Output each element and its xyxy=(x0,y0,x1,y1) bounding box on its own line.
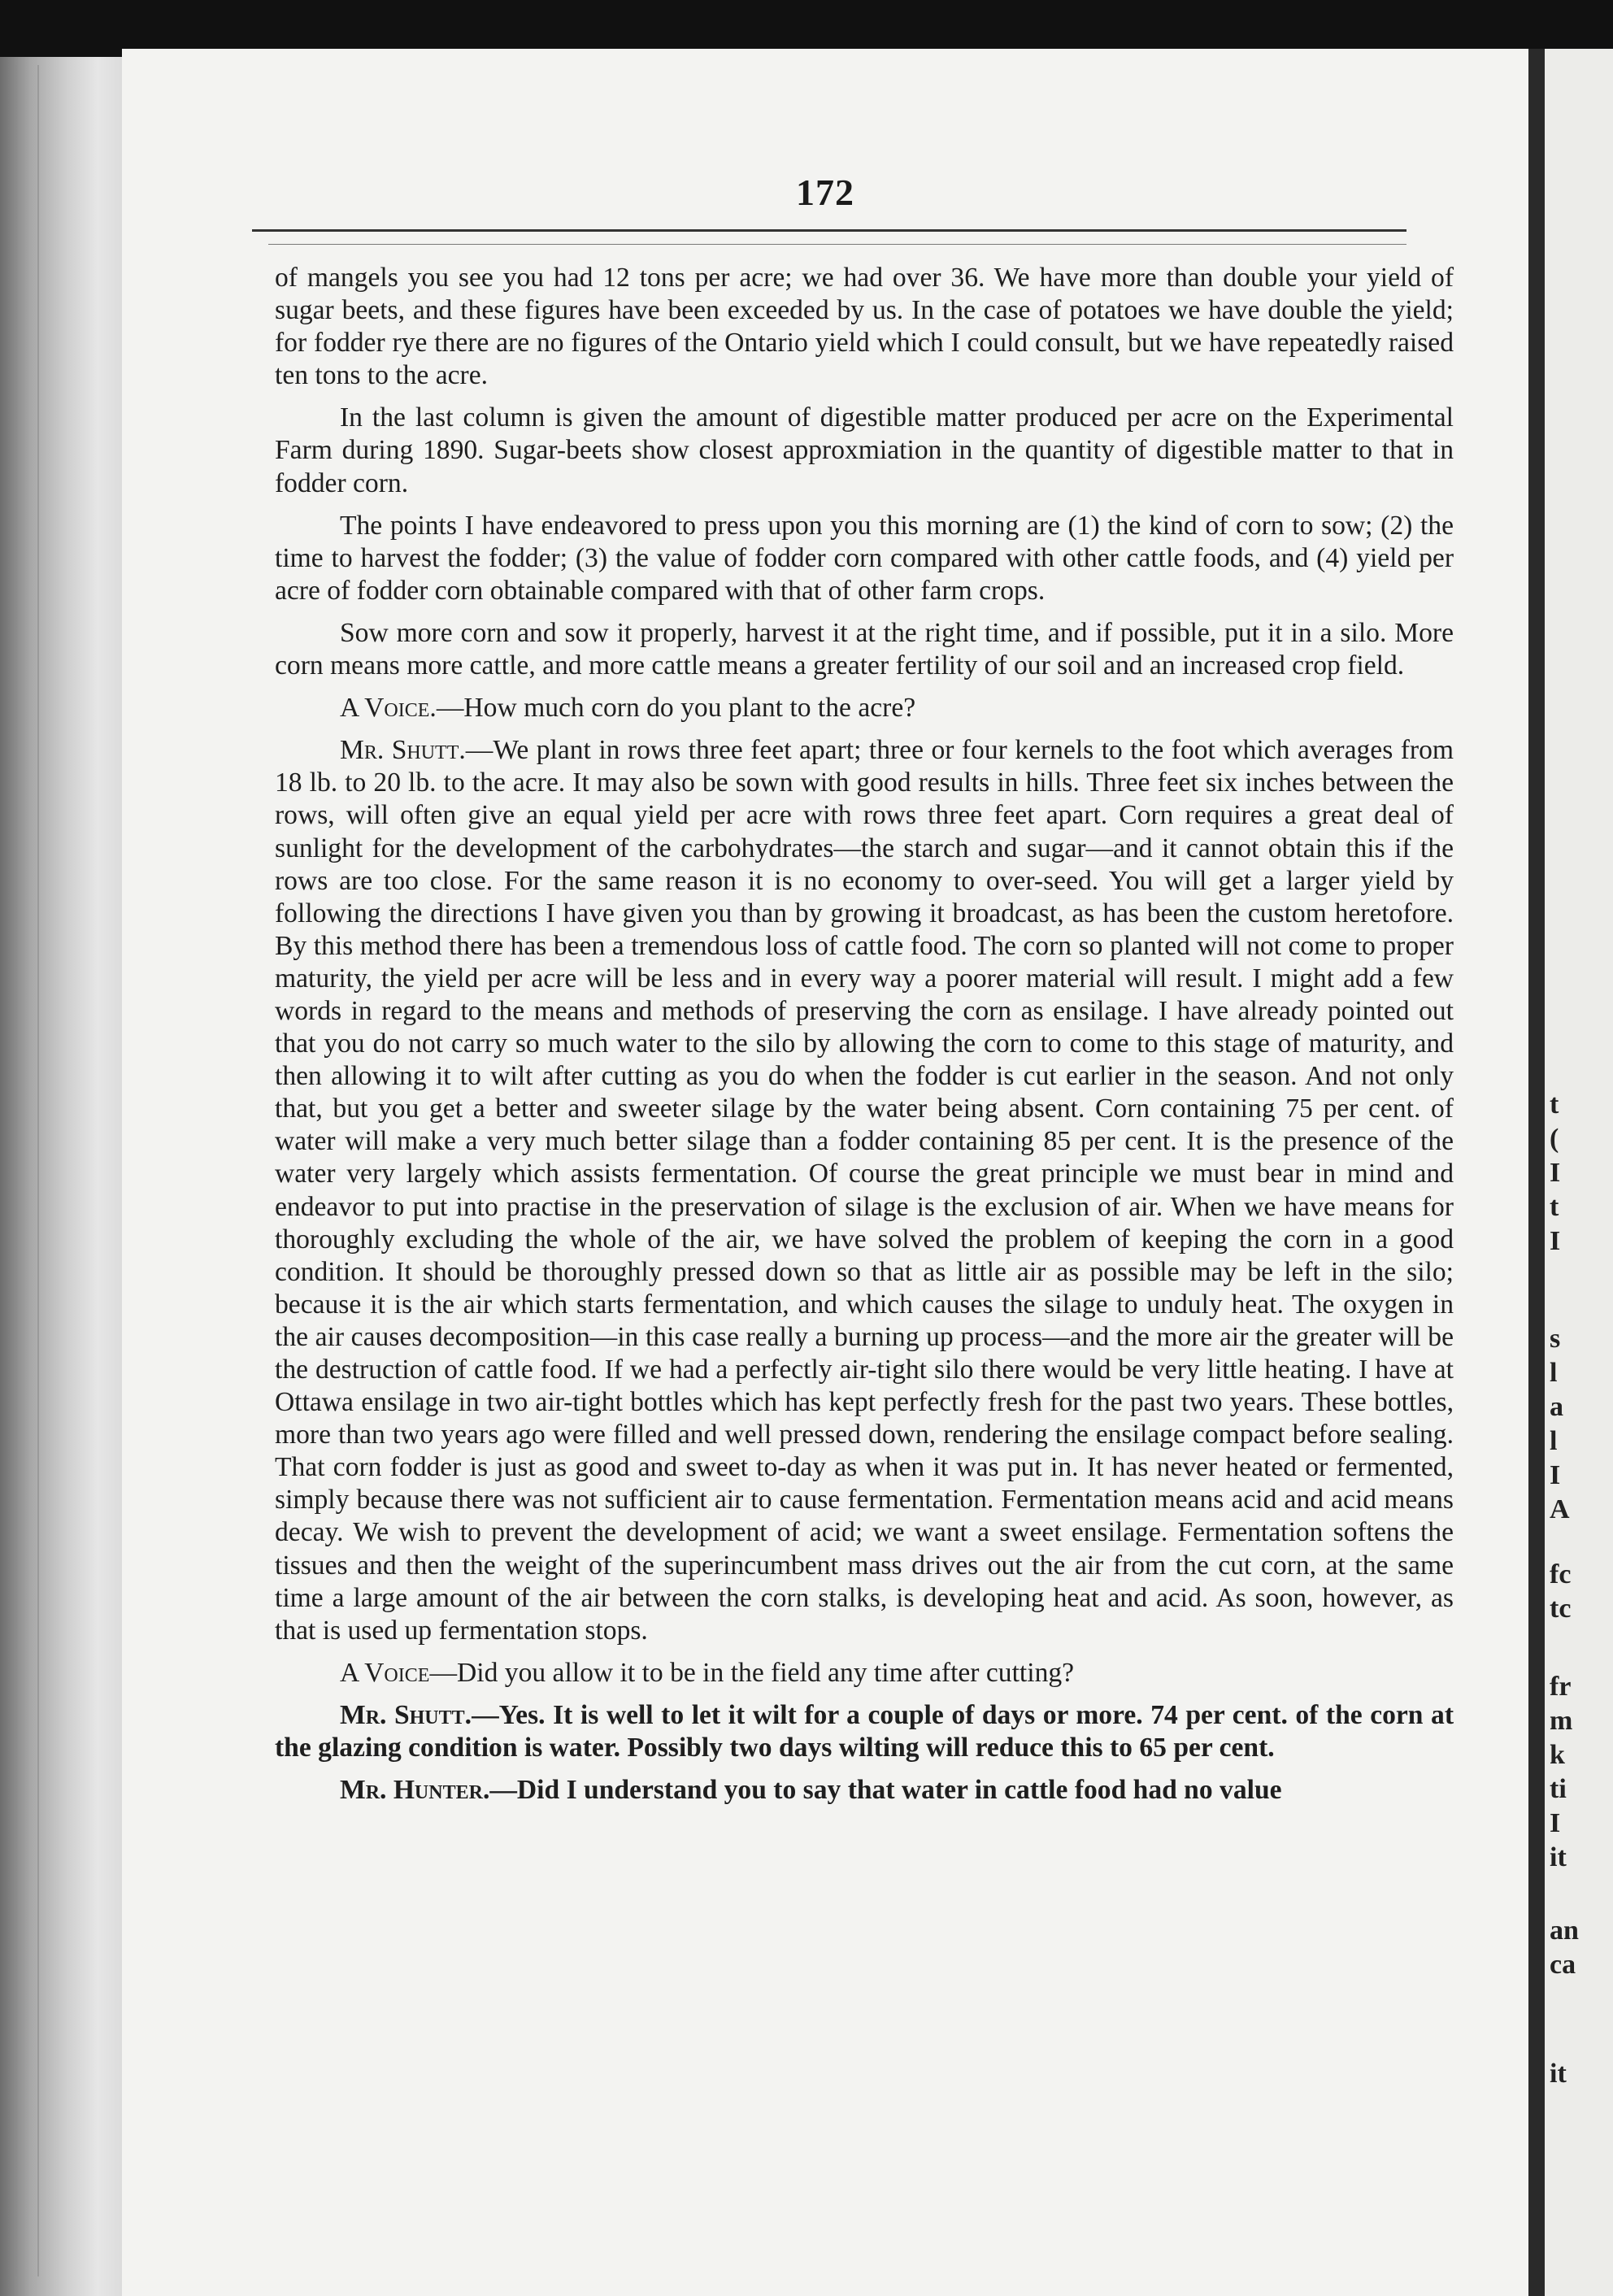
fragment: m xyxy=(1550,1706,1573,1736)
fragment: t xyxy=(1550,1192,1559,1222)
dialogue-text: —Did you allow it to be in the field any time after cutting? xyxy=(429,1657,1075,1688)
fragment: fr xyxy=(1550,1672,1572,1702)
page-number: 172 xyxy=(796,172,854,213)
speaker-name: Mr. Shutt. xyxy=(340,1699,472,1730)
speaker-name: Mr. Hunter. xyxy=(340,1775,490,1806)
paragraph: of mangels you see you had 12 tons per acre; we had over 36. We have more than double your yield of sugar beets, and these figures have been exceeded by us. In the case of potatoes we have double the yield; for fodder rye there are no figures of the Ontario yield which I could consult, but we have repeatedly raised ten tons to the acre. xyxy=(275,263,1454,391)
fragment: a xyxy=(1550,1392,1563,1422)
speaker-name: Mr. Shutt. xyxy=(340,735,466,766)
dialogue-paragraph xyxy=(275,1699,1454,1764)
dialogue-text: —How much corn do you plant to the acre? xyxy=(436,693,916,724)
dialogue-text: —We plant in rows three feet apart; three or four kernels to the foot which averages from 18 lb. to 20 lb. to the acre. It may also be sown with good results in hills. Three feet six inches between the rows, will often give an equal yield per acre with rows three feet apart. Corn requires a great deal of sunlight for the development of the carbohydrates—the starch and sugar—and it cannot obtain this if the rows are too close. For the same reason it is no economy to over-seed. You will get a larger yield by following the directions I have given you than by growing it broadcast, as has been the custom heretofore. By this method there has been a tremendous loss of cattle food. The corn so planted will not come to proper maturity, the yield per acre will be less and in every way a poorer material will result. I might add a few words in regard to the means and methods of preserving the corn as ensilage. I have already pointed out that you do not carry so much water to the silo by allowing the corn to come to this stage of maturity, and then allowing it to wilt after cutting as you do when the fodder is cut earlier in the season. And not only that, but you get a better and sweeter silage by the water being absent. Corn containing 75 per cent. of water will make a very much better silage than a fodder containing 85 per cent. It is the presence of the water very largely which assists fermentation. Of course the great principle we must bear in mind and endeavor to put into practise in the preservation of silage is the exclusion of air. When we have means for thoroughly excluding the whole of the air, we have solved the problem of keeping the corn in a good condition. It should be thoroughly pressed down so that as little air as possible may be left in the silo; because it is the air which starts fermentation, and which causes the silage to unduly heat. The oxygen in the air causes decomposition—in this case really a burning up process—and the more air the greater will be the destruction of cattle food. If we had a perfectly air-tight silo there would be very little heating. I have at Ottawa ensilage in two air-tight bottles which has kept perfectly fresh for the past two years. These bottles, more than two years ago were filled and well pressed down, rendering the ensilage compact before sealing. That corn fodder is just as good and sweet to-day as when it was put in. It has never heated or fermented, simply because there was not sufficient air to cause fermentation. Fermentation means acid and acid means decay. We wish to prevent the development of acid; we want a sweet ensilage. Fermentation softens the tissues and then the weight of the superincumbent mass drives out the air from the cut corn, at the same time a large amount of the air between the corn stalks, is developing heat and acid. As soon, however, as that is used up fermentation stops. xyxy=(275,735,1454,1646)
fragment: k xyxy=(1550,1740,1565,1770)
dialogue-text: —Did I understand you to say that water in cattle food had no value xyxy=(489,1775,1282,1806)
fragment: it xyxy=(1550,2059,1567,2089)
fragment: tc xyxy=(1550,1594,1572,1624)
header-rule-thin xyxy=(268,244,1406,245)
spine-crease xyxy=(15,65,16,2276)
dialogue-paragraph xyxy=(275,734,1454,1647)
paragraph: Sow more corn and sow it properly, harvest it at the right time, and if possible, put it in a silo. More corn means more cattle, and more cattle means a greater fertility of our soil and an increased crop field. xyxy=(275,617,1454,681)
fragment: I xyxy=(1550,1460,1561,1490)
book-spine xyxy=(0,57,122,2296)
document-page xyxy=(122,49,1528,2296)
fragment: ( xyxy=(1550,1124,1559,1154)
page-edge-shadow xyxy=(1528,49,1545,2296)
fragment: t xyxy=(1550,1089,1559,1120)
dialogue-paragraph xyxy=(275,1774,1454,1807)
dialogue-text: —Yes. It is well to let it wilt for a couple of days or more. 74 per cent. of the corn at the glazing condition is water. Possibly two days wilting will reduce this to 65 per cent. xyxy=(275,1699,1454,1763)
paragraph: In the last column is given the amount of digestible matter produced per acre on the Experimental Farm during 1890. Sugar-beets show closest approxmiation in the quantity of digestible matter to that in fodder corn. xyxy=(275,402,1454,498)
fragment: I xyxy=(1550,1158,1561,1188)
fragment: I xyxy=(1550,1808,1561,1838)
fragment: fc xyxy=(1550,1559,1572,1589)
fragment: an xyxy=(1550,1916,1579,1946)
speaker-name: A Voice. xyxy=(340,693,437,724)
spine-crease xyxy=(37,65,39,2276)
fragment: s xyxy=(1550,1324,1561,1354)
fragment: it xyxy=(1550,1842,1567,1872)
fragment: ti xyxy=(1550,1774,1567,1804)
paragraph: The points I have endeavored to press upon you this morning are (1) the kind of corn to sow; (2) the time to harvest the fodder; (3) the value of fodder corn compared with other cattle foods, and (4) yield per acre of fodder corn obtainable compared with that of other farm crops. xyxy=(275,510,1454,606)
speaker-name: A Voice xyxy=(340,1657,430,1688)
dialogue-paragraph xyxy=(275,1657,1454,1689)
adjacent-page-edge xyxy=(1545,49,1613,2296)
body-text xyxy=(275,262,1454,1807)
fragment: ca xyxy=(1550,1950,1576,1980)
dialogue-paragraph xyxy=(275,692,1454,724)
fragment: I xyxy=(1550,1226,1561,1256)
header-rule xyxy=(252,229,1406,232)
fragment: l xyxy=(1550,1426,1558,1456)
fragment: l xyxy=(1550,1358,1558,1388)
fragment: A xyxy=(1550,1494,1570,1524)
